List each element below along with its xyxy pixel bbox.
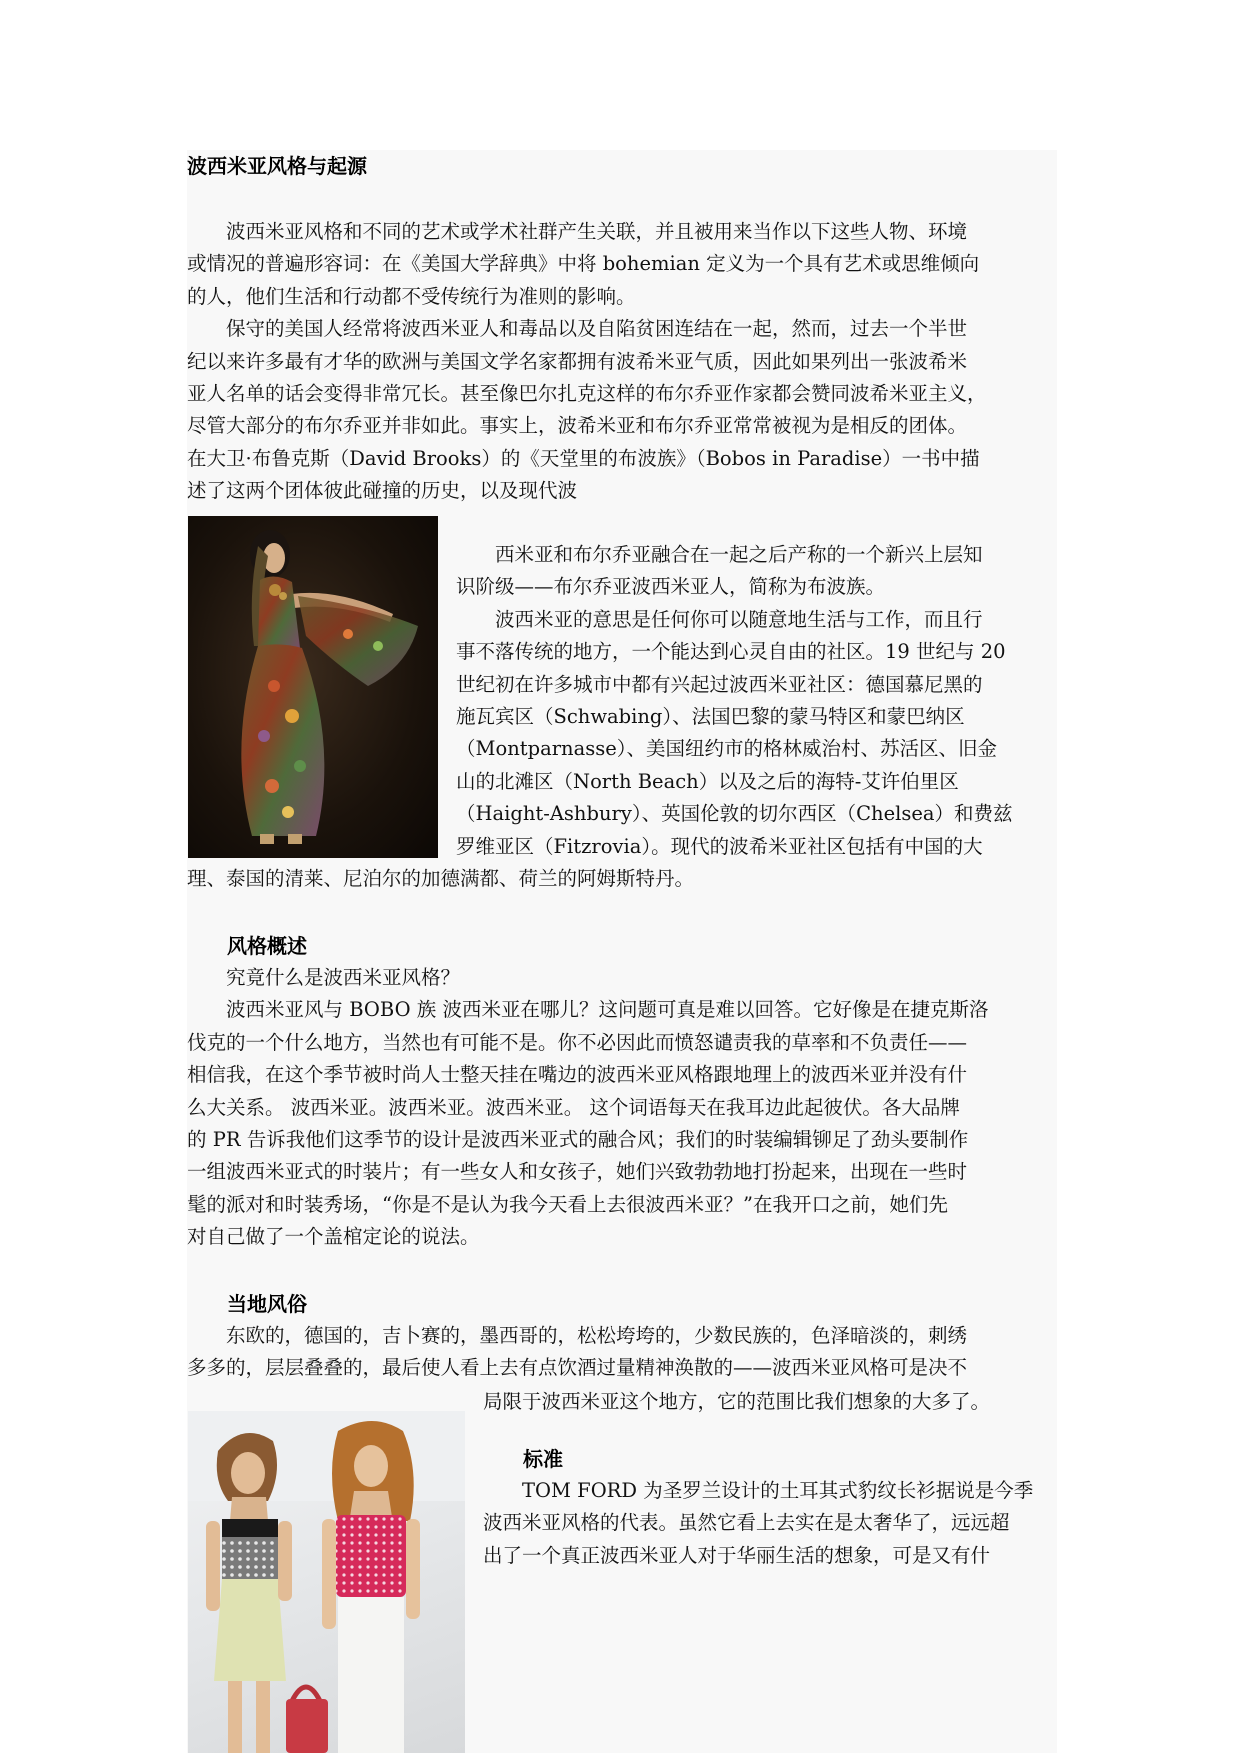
intro-line: 或情况的普遍形容词：在《美国大学辞典》中将 bohemian 定义为一个具有艺术或思维倾向 [187, 252, 980, 276]
overview-line: 相信我，在这个季节被时尚人士整天挂在嘴边的波西米亚风格跟地理上的波西米亚并没有什 [187, 1063, 968, 1087]
overview-line: 的 PR 告诉我他们这季节的设计是波西米亚式的融合风；我们的时装编辑铆足了劲头要制作 [187, 1128, 969, 1152]
side-line: （Montparnasse）、美国纽约市的格林威治村、苏活区、旧金 [456, 737, 998, 761]
overview-line: 究竟什么是波西米亚风格？ [226, 966, 461, 989]
side-line: 西米亚和布尔乔亚融合在一起之后产称的一个新兴上层知 [495, 543, 983, 566]
side-tail-line: 理、泰国的清莱、尼泊尔的加德满都、荷兰的阿姆斯特丹。 [187, 867, 695, 890]
side-line: （Haight-Ashbury）、英国伦敦的切尔西区（Chelsea）和费兹 [456, 802, 1013, 826]
intro-line: 的人，他们生活和行动都不受传统行为准则的影响。 [187, 284, 636, 308]
two-women-illustration [188, 1411, 465, 1753]
local-tail-line: 局限于波西米亚这个地方，它的范围比我们想象的大多了。 [483, 1390, 991, 1413]
intro-line: 亚人名单的话会变得非常冗长。甚至像巴尔扎克这样的布尔乔亚作家都会赞同波希米亚主义， [187, 382, 987, 406]
section-heading-overview: 风格概述 [227, 934, 307, 958]
standard-line: 波西米亚风格的代表。虽然它看上去实在是太奢华了，远远超 [483, 1511, 1010, 1535]
side-line: 波西米亚的意思是任何你可以随意地生活与工作，而且行 [495, 607, 983, 631]
side-line: 山的北滩区（North Beach）以及之后的海特-艾许伯里区 [456, 769, 959, 793]
document-title: 波西米亚风格与起源 [187, 154, 367, 178]
section-standard [483, 1443, 1057, 1572]
standard-line: 出了一个真正波西米亚人对于华丽生活的想象，可是又有什 [483, 1543, 991, 1567]
side-line: 识阶级——布尔乔亚波西米亚人，简称为布波族。 [456, 575, 886, 599]
section-overview [187, 930, 1057, 1254]
section-heading-local: 当地风俗 [227, 1292, 307, 1316]
local-line: 东欧的，德国的，吉卜赛的，墨西哥的，松松垮垮的，少数民族的，色泽暗淡的，刺绣 [226, 1324, 968, 1347]
intro-line: 尽管大部分的布尔乔亚并非如此。事实上，波希米亚和布尔乔亚常常被视为是相反的团体。 [187, 414, 968, 438]
section-local-tail [483, 1386, 1057, 1418]
intro-text [187, 216, 1057, 508]
section-heading-standard: 标准 [523, 1447, 563, 1471]
side-text-1 [456, 539, 1056, 863]
overview-line: 波西米亚风与 BOBO 族 波西米亚在哪儿？这问题可真是难以回答。它好像是在捷克斯洛 [226, 998, 989, 1022]
intro-line: 在大卫·布鲁克斯（David Brooks）的《天堂里的布波族》（Bobos in Paradise）一书中描 [187, 446, 980, 470]
intro-line: 波西米亚风格和不同的艺术或学术社群产生关联，并且被用来当作以下这些人物、环境 [226, 220, 968, 243]
local-line: 多多的，层层叠叠的，最后使人看上去有点饮酒过量精神涣散的——波西米亚风格可是决不 [187, 1356, 968, 1380]
side-line: 施瓦宾区（Schwabing）、法国巴黎的蒙马特区和蒙巴纳区 [456, 705, 965, 729]
overview-line: 么大关系。 波西米亚。波西米亚。波西米亚。 这个词语每天在我耳边此起彼伏。各大品牌 [187, 1095, 960, 1119]
intro-line: 纪以来许多最有才华的欧洲与美国文学名家都拥有波希米亚气质，因此如果列出一张波希米 [187, 349, 968, 373]
overview-line: 一组波西米亚式的时装片；有一些女人和女孩子，她们兴致勃勃地打扮起来，出现在一些时 [187, 1160, 968, 1184]
overview-line: 伐克的一个什么地方，当然也有可能不是。你不必因此而愤怒谴责我的草率和不负责任—— [187, 1030, 968, 1054]
intro-line: 保守的美国人经常将波西米亚人和毒品以及自陷贫困连结在一起，然而，过去一个半世 [226, 317, 968, 341]
side-text-1-tail [187, 863, 1057, 895]
side-line: 罗维亚区（Fitzrovia）。现代的波希米亚社区包括有中国的大 [456, 834, 983, 858]
intro-line: 述了这两个团体彼此碰撞的历史，以及现代波 [187, 479, 578, 503]
side-line: 世纪初在许多城市中都有兴起过波西米亚社区：德国慕尼黑的 [456, 672, 983, 696]
model-illustration [188, 516, 438, 858]
two-women-photo [188, 1411, 465, 1753]
overview-line: 髦的派对和时装秀场，“你是不是认为我今天看上去很波西米亚？”在我开口之前，她们先 [187, 1192, 948, 1216]
model-floral-dress-photo [188, 516, 438, 858]
overview-line: 对自己做了一个盖棺定论的说法。 [187, 1225, 480, 1249]
standard-line: TOM FORD 为圣罗兰设计的土耳其式豹纹长衫据说是今季 [522, 1479, 1034, 1502]
section-local [187, 1288, 1057, 1385]
side-line: 事不落传统的地方，一个能达到心灵自由的社区。19 世纪与 20 [456, 640, 1006, 664]
